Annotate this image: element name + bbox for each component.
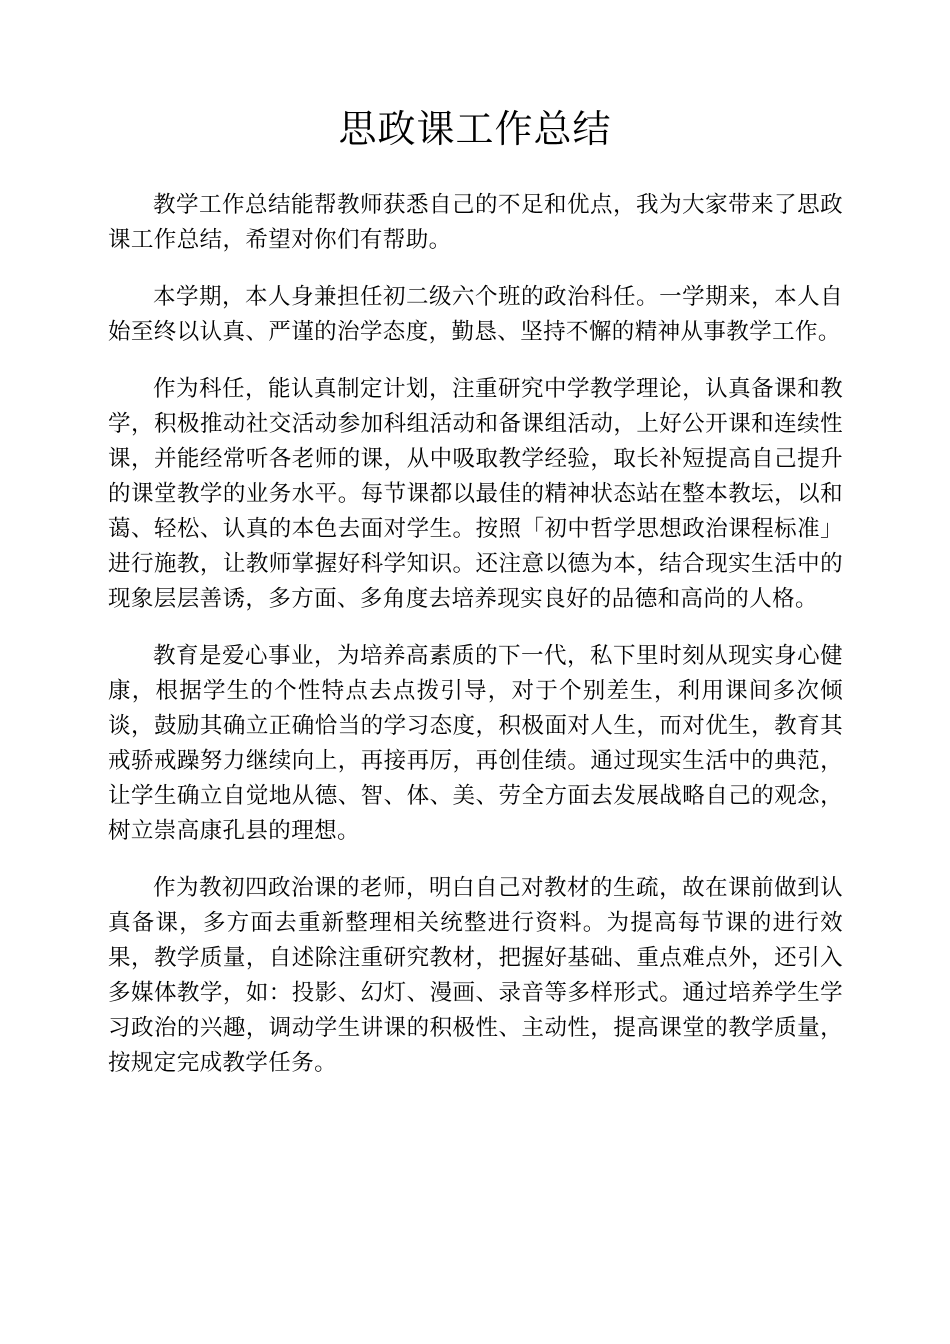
paragraph-intro: 教学工作总结能帮教师获悉自己的不足和优点，我为大家带来了思政课工作总结，希望对你们有帮助。 [108, 192, 843, 253]
paragraph-moral-education: 教育是爱心事业，为培养高素质的下一代，私下里时刻从现实身心健康，根据学生的个性特点去点拨引导，对于个别差生，利用课间多次倾谈，鼓励其确立正确恰当的学习态度，积极面对人生，而对优生，教育其戒骄戒躁努力继续向上，再接再厉，再创佳绩。通过现实生活中的典范，让学生确立自觉地从德、智、体、美、劳全方面去发展战略自己的观念，树立崇高康孔县的理想。 [108, 643, 843, 844]
paragraph-semester: 本学期，本人身兼担任初二级六个班的政治科任。一学期来，本人自始至终以认真、严谨的治学态度，勤恳、坚持不懈的精神从事教学工作。 [108, 284, 843, 345]
paragraph-teaching-duties: 作为科任，能认真制定计划，注重研究中学教学理论，认真备课和教学，积极推动社交活动参加科组活动和备课组活动，上好公开课和连续性课，并能经常听各老师的课，从中吸取教学经验，取长补短提高自己提升的课堂教学的业务水平。每节课都以最佳的精神状态站在整本教坛，以和蔼、轻松、认真的本色去面对学生。按照「初中哲学思想政治课程标准」进行施教，让教师掌握好科学知识。还注意以德为本，结合现实生活中的现象层层善诱，多方面、多角度去培养现实良好的品德和高尚的人格。 [108, 376, 843, 612]
document-title: 思政课工作总结 [338, 107, 612, 151]
document-body [108, 188, 843, 1103]
paragraph-lesson-prep: 作为教初四政治课的老师，明白自己对教材的生疏，故在课前做到认真备课，多方面去重新整理相关统整进行资料。为提高每节课的进行效果，教学质量，自述除注重研究教材，把握好基础、重点难点外，还引入多媒体教学，如：投影、幻灯、漫画、录音等多样形式。通过培养学生学习政治的兴趣，调动学生讲课的积极性、主动性，提高课堂的教学质量，按规定完成教学任务。 [108, 875, 843, 1076]
